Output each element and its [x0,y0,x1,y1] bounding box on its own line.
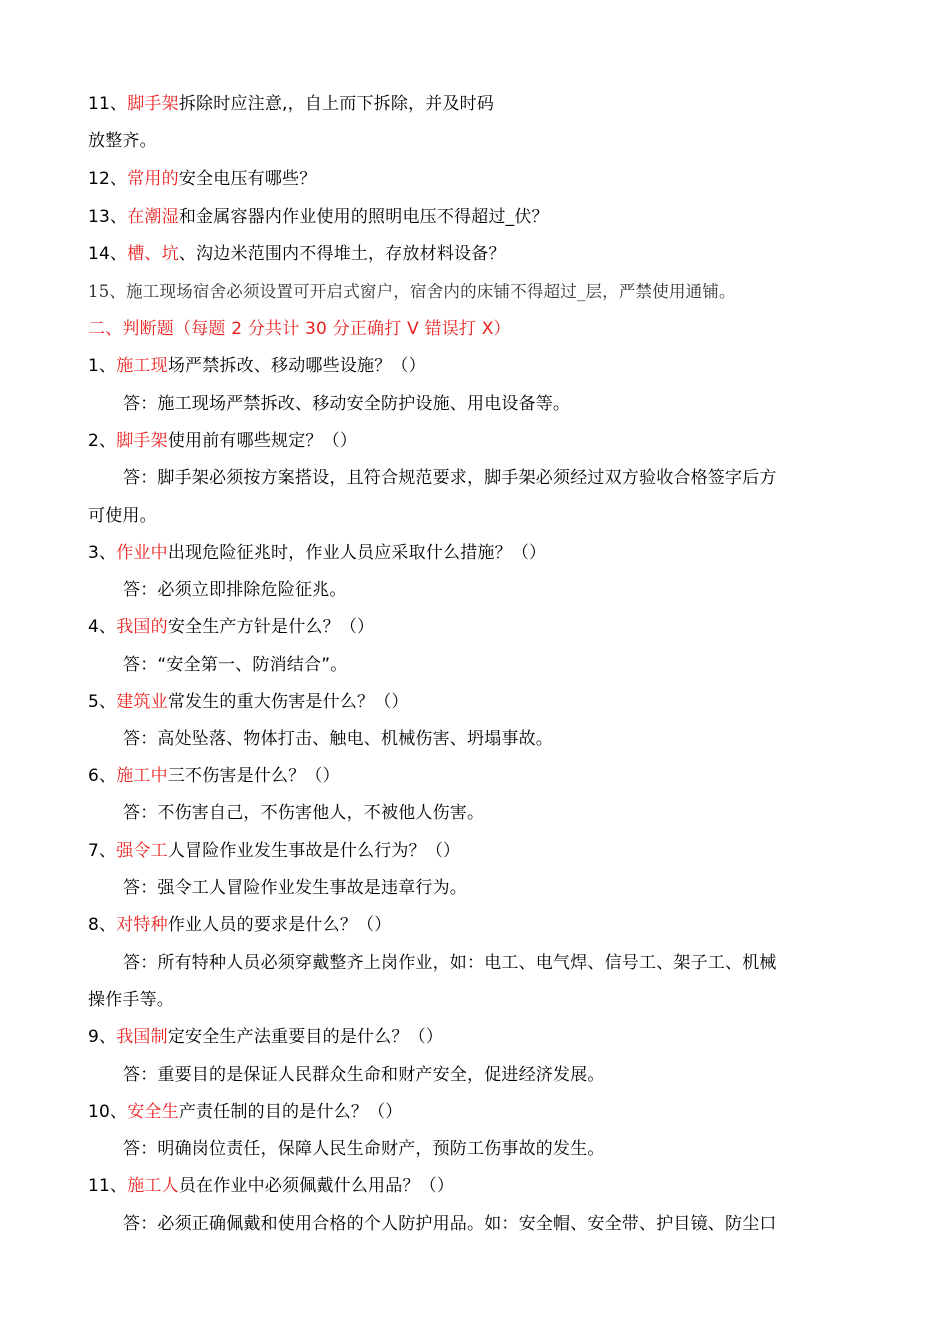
judge-question-5 [88,691,409,713]
judge-answer-8: 答：所有特种人员必须穿戴整齐上岗作业，如：电工、电气焊、信号工、架子工、机械 [123,953,777,973]
question-number: 9、 [88,1027,117,1047]
judge-answer-2-continued: 可使用。 [88,506,157,526]
judge-question-2 [88,430,357,452]
question-12 [88,168,316,190]
judge-answer-10: 答：明确岗位责任，保障人民生命财产，预防工伤事故的发生。 [123,1139,605,1159]
question-highlight: 建筑业 [116,692,168,712]
question-highlight: 槽、坑 [127,244,179,264]
question-number: 13、 [88,207,128,227]
question-number: 11、 [88,1176,128,1196]
judge-answer-7: 答：强令工人冒险作业发生事故是违章行为。 [123,878,467,898]
question-text: 出现危险征兆时，作业人员应采取什么措施？（） [167,543,547,563]
question-number: 10、 [88,1102,128,1122]
question-text: 安全生产方针是什么？（） [167,617,375,637]
question-number: 4、 [88,617,117,637]
question-11-continued: 放整齐。 [88,131,157,151]
question-text: 作业人员的要求是什么？（） [167,915,392,935]
question-text: 拆除时应注意,，自上而下拆除，并及时码 [178,94,495,114]
question-text: 和金属容器内作业使用的照明电压不得超过_伏？ [178,207,549,227]
judge-question-9 [88,1026,443,1048]
question-text: 员在作业中必须佩戴什么用品？（） [178,1176,455,1196]
question-highlight: 我国的 [116,617,168,637]
question-text: 使用前有哪些规定？（） [167,431,358,451]
question-text: 产责任制的目的是什么？（） [178,1102,403,1122]
question-highlight: 在潮湿 [127,207,179,227]
question-15: 15、施工现场宿舍必须设置可开启式窗户，宿舍内的床铺不得超过_层，严禁使用通铺。 [88,282,736,301]
question-14 [88,243,506,265]
question-text: 场严禁拆改、移动哪些设施？（） [167,356,426,376]
question-number: 1、 [88,356,117,376]
question-highlight: 安全生 [127,1102,179,1122]
question-number: 14、 [88,244,128,264]
question-highlight: 强令工 [116,841,168,861]
judge-answer-1: 答：施工现场严禁拆改、移动安全防护设施、用电设备等。 [123,394,571,414]
judge-answer-8-continued: 操作手等。 [88,990,174,1010]
judge-question-11 [88,1175,454,1197]
judge-question-7 [88,840,460,862]
question-highlight: 作业中 [116,543,168,563]
question-highlight: 常用的 [127,169,179,189]
question-text: 定安全生产法重要目的是什么？（） [167,1027,444,1047]
judge-answer-11: 答：必须正确佩戴和使用合格的个人防护用品。如：安全帽、安全带、护目镜、防尘口 [123,1214,777,1234]
question-number: 12、 [88,169,128,189]
question-highlight: 施工中 [116,766,168,786]
question-number: 5、 [88,692,117,712]
question-number: 8、 [88,915,117,935]
judge-answer-6: 答：不伤害自己，不伤害他人，不被他人伤害。 [123,803,485,823]
question-text: 常发生的重大伤害是什么？（） [167,692,409,712]
question-number: 11、 [88,94,128,114]
question-number: 6、 [88,766,117,786]
question-text: 人冒险作业发生事故是什么行为？（） [167,841,461,861]
question-11 [88,93,494,115]
question-highlight: 脚手架 [116,431,168,451]
judge-question-1 [88,355,426,377]
judge-question-4 [88,616,374,638]
question-highlight: 施工人 [127,1176,179,1196]
question-number: 3、 [88,543,117,563]
section-2-title: 二、判断题（每题 2 分共计 30 分正确打 V 错误打 X） [88,319,511,339]
judge-answer-4: 答：“安全第一、防消结合”。 [123,655,348,675]
judge-question-8 [88,914,391,936]
question-13 [88,206,549,228]
question-highlight: 脚手架 [127,94,179,114]
question-number: 7、 [88,841,117,861]
question-highlight: 对特种 [116,915,168,935]
judge-question-3 [88,542,546,564]
question-text: 安全电压有哪些？ [178,169,317,189]
question-number: 2、 [88,431,117,451]
judge-question-10 [88,1101,402,1123]
question-highlight: 我国制 [116,1027,168,1047]
judge-answer-5: 答：高处坠落、物体打击、触电、机械伤害、坍塌事故。 [123,729,553,749]
question-text: 三不伤害是什么？（） [167,766,340,786]
judge-question-6 [88,765,340,787]
judge-answer-9: 答：重要目的是保证人民群众生命和财产安全，促进经济发展。 [123,1065,605,1085]
judge-answer-3: 答：必须立即排除危险征兆。 [123,580,347,600]
judge-answer-2: 答：脚手架必须按方案搭设，且符合规范要求，脚手架必须经过双方验收合格签字后方 [123,468,777,488]
question-highlight: 施工现 [116,356,168,376]
question-text: 、沟边米范围内不得堆土，存放材料设备？ [178,244,506,264]
